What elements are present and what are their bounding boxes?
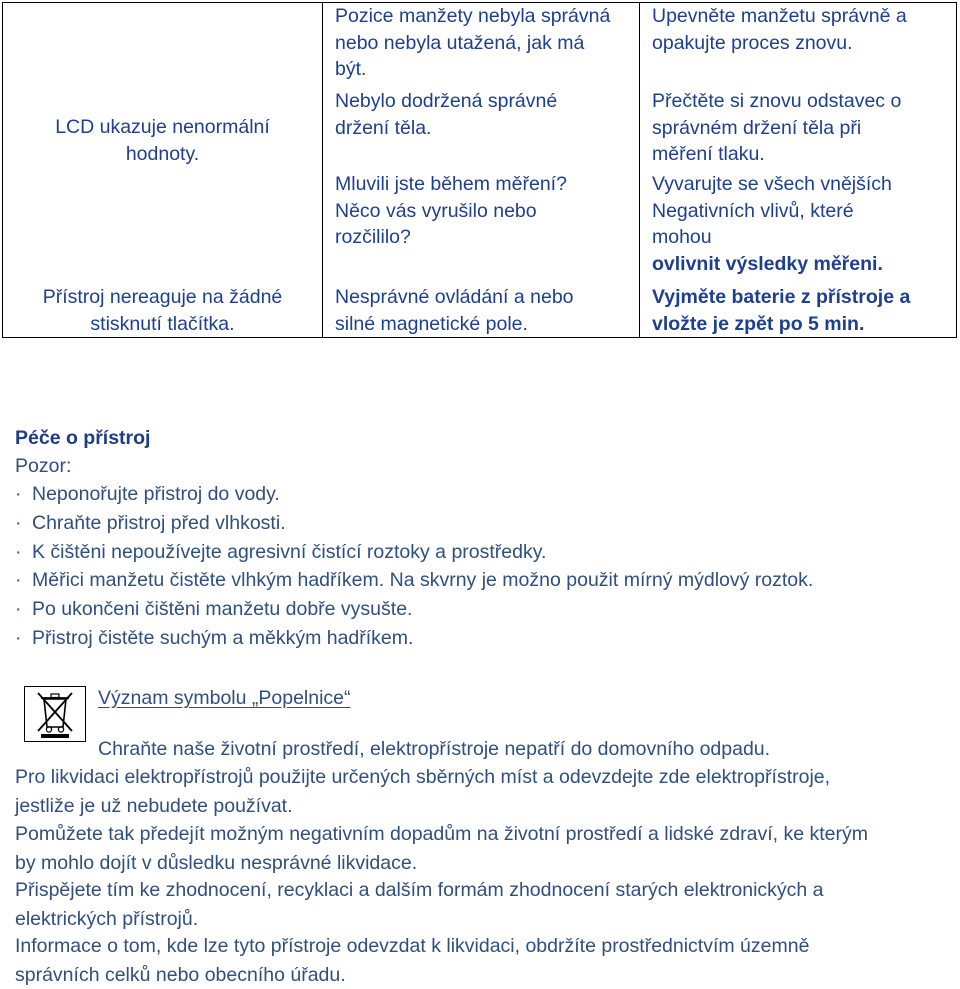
list-item: · Měřici manžetu čistěte vlhkým hadříkem. Na skvrny je možno použit mírný mýdlový roztok.: [15, 569, 814, 592]
problem-no-response: Přístroj nereaguje na žádné stisknutí tlačítka.: [42, 286, 283, 335]
table-row: [3, 3, 957, 338]
care-warning-label: Pozor:: [15, 455, 72, 477]
solution-cell: [640, 3, 957, 338]
cause-cuff-position: Pozice manžety nebyla správná nebo nebyla utažená, jak má být.: [335, 5, 611, 80]
care-heading: Péče o přístroj: [15, 427, 151, 449]
problem-cell: [3, 3, 323, 338]
symbol-title: Význam symbolu „Popelnice“: [98, 687, 351, 709]
care-list: [15, 480, 813, 653]
list-item: · Neponořujte přistroj do vody.: [15, 483, 280, 505]
list-item: · Po ukončeni čištěni manžetu dobře vysušte.: [15, 598, 413, 621]
disposal-intro: Chraňte naše životní prostředí, elektropřístroje nepatří do domovního odpadu.: [98, 738, 771, 760]
solution-posture: Přečtěte si znovu odstavec o správném držení těla při měření tlaku.: [652, 90, 902, 165]
disposal-paragraph: Pro likvidaci elektropřístrojů použijte určených sběrných míst a odevzdejte zde elektropřístroje, jestliže je už nebudete používat.: [15, 766, 831, 817]
troubleshooting-table: [2, 2, 957, 338]
list-item: · Chraňte přistroj před vlhkosti.: [15, 511, 286, 534]
list-item: · Přistroj čistěte suchým a měkkým hadříkem.: [15, 626, 414, 649]
cause-magnetic: Nesprávné ovládání a nebo silné magnetické pole.: [335, 286, 574, 335]
solution-cuff: Upevněte manžetu správně a opakujte proces znovu.: [652, 5, 907, 54]
list-item: · K čištěni nepoužívejte agresivní čistící roztoky a prostředky.: [15, 540, 547, 563]
disposal-paragraph: Pomůžete tak předejít možným negativním dopadům na životní prostředí a lidské zdraví, ke kterým by mohlo dojít v důsledku nesprávné likvidace.: [15, 823, 868, 874]
crossed-out-wheelie-bin-icon: [24, 686, 86, 742]
disposal-paragraph: Přispějete tím ke zhodnocení, recyklaci a dalším formám zhodnocení starých elektronických a elektrických přístrojů.: [15, 879, 824, 930]
cause-talking: Mluvili jste během měření? Něco vás vyrušilo nebo rozčililo?: [335, 173, 567, 248]
problem-lcd: LCD ukazuje nenormální hodnoty.: [55, 116, 270, 165]
disposal-paragraph: Informace o tom, kde lze tyto přístroje odevzdat k likvidaci, obdržíte prostřednictvím územně správních celků nebo obecního úřadu.: [15, 935, 810, 986]
solution-battery: Vyjměte baterie z přístroje a vložte je zpět po 5 min.: [652, 286, 911, 335]
cause-cell: [323, 3, 640, 338]
solution-external: Vyvarujte se všech vnějších Negativních vlivů, které mohou ovlivnit výsledky měřeni.: [652, 173, 892, 275]
cause-posture: Nebylo dodržená správné držení těla.: [335, 90, 558, 139]
